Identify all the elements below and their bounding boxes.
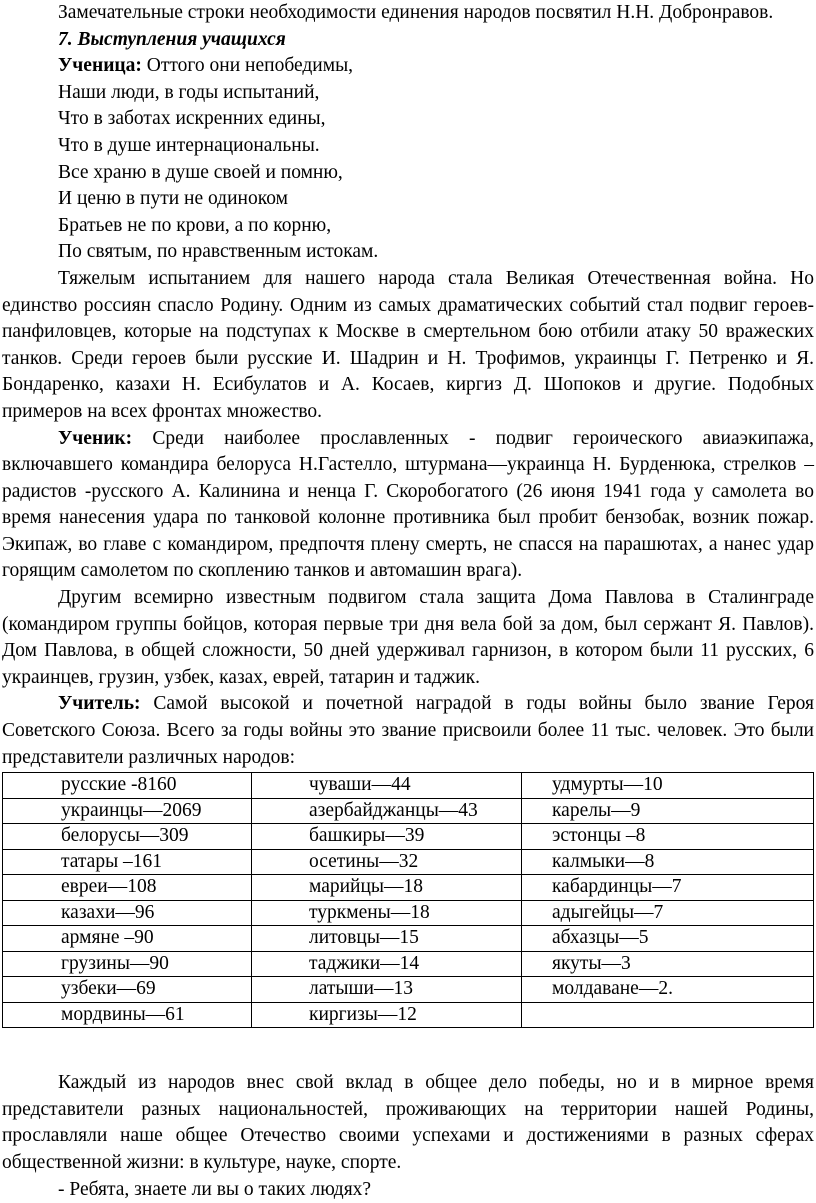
table-row bbox=[3, 926, 814, 952]
table-cell: латыши—13 bbox=[252, 977, 522, 1003]
table-cell: евреи—108 bbox=[3, 875, 252, 901]
table-cell: молдаване—2. bbox=[522, 977, 814, 1003]
question-line: - Ребята, знаете ли вы о таких людях? bbox=[58, 1178, 372, 1200]
table-cell: таджики—14 bbox=[252, 951, 522, 977]
poem-block bbox=[2, 53, 814, 266]
teacher-text: Самой высокой и почетной наградой в годы войны было звание Героя Советского Союза. Всего за годы войны это звание присвоили более 11 тыс. человек. Это были представители различных народов: bbox=[2, 693, 815, 768]
war-paragraph: Тяжелым испытанием для нашего народа стала Великая Отечественная война. Но единство россиян спасло Родину. Одним из самых драматических событий стал подвиг героев- панфиловцев, которые на подступах к Москве в смертельном бою отбили атаку 50 вражеских танков. Среди героев были русские И. Шадрин и Н. Трофимов, украинцы Г. Петренко и Я. Бондаренко, казахи Н. Есибулатов и А. Косаев, киргиз Д. Шопоков и другие. Подобных примеров на всех фронтах множество. bbox=[2, 267, 814, 422]
table-cell: марийцы—18 bbox=[252, 875, 522, 901]
speaker-label: Учитель: bbox=[58, 693, 141, 715]
table-cell: удмурты—10 bbox=[522, 773, 814, 799]
table-cell: грузины—90 bbox=[3, 951, 252, 977]
table-cell: осетины—32 bbox=[252, 849, 522, 875]
table-row bbox=[3, 798, 814, 824]
table-cell: туркмены—18 bbox=[252, 900, 522, 926]
table-cell: чуваши—44 bbox=[252, 773, 522, 799]
table-cell: калмыки—8 bbox=[522, 849, 814, 875]
table-cell: башкиры—39 bbox=[252, 824, 522, 850]
poem-line: По святым, по нравственным истокам. bbox=[58, 241, 379, 263]
table-row bbox=[3, 824, 814, 850]
table-row bbox=[3, 875, 814, 901]
table-cell: казахи—96 bbox=[3, 900, 252, 926]
heroes-by-nationality-table bbox=[2, 772, 814, 1028]
table-row bbox=[3, 849, 814, 875]
table-row bbox=[3, 977, 814, 1003]
table-cell: эстонцы –8 bbox=[522, 824, 814, 850]
table-cell: адыгейцы—7 bbox=[522, 900, 814, 926]
poem-line: Братьев не по крови, а по корню, bbox=[58, 214, 332, 236]
table-cell: карелы—9 bbox=[522, 798, 814, 824]
poem-line: Что в заботах искренних едины, bbox=[58, 108, 326, 130]
contribution-paragraph: Каждый из народов внес свой вклад в общее дело победы, но и в мирное время представители разных национальностей, проживающих на территории нашей Родины, прославляли наше общее Отечество своими успехами и достижениями в разных сферах общественной жизни: в культуре, науке, спорте. bbox=[2, 1072, 814, 1173]
table-cell: узбеки—69 bbox=[3, 977, 252, 1003]
poem-line: Оттого они непобедимы, bbox=[146, 55, 354, 77]
table-row bbox=[3, 773, 814, 799]
table-cell: татары –161 bbox=[3, 849, 252, 875]
table-row bbox=[3, 1002, 814, 1028]
table-cell: азербайджанцы—43 bbox=[252, 798, 522, 824]
speaker-label: Ученик: bbox=[58, 427, 133, 449]
table-cell: якуты—3 bbox=[522, 951, 814, 977]
table-row bbox=[3, 900, 814, 926]
spacer bbox=[2, 1028, 814, 1070]
teacher-paragraph bbox=[2, 691, 814, 771]
pavlov-paragraph: Другим всемирно известным подвигом стала защита Дома Павлова в Сталинграде (командиром группы бойцов, которая первые три дня вела бой за дом, был сержант Я. Павлов). Дом Павлова, в общей сложности, 50 дней удерживал гарнизон, в котором были 11 русских, 6 украинцев, грузин, узбек, казах, еврей, татарин и таджик. bbox=[2, 587, 814, 688]
table-cell: белорусы—309 bbox=[3, 824, 252, 850]
table-cell: мордвины—61 bbox=[3, 1002, 252, 1028]
student-text: Среди наиболее прославленных - подвиг героического авиаэкипажа, включавшего командира белоруса Н.Гастелло, штурмана—украинца Н. Бурденюка, стрелков – радистов -русского А. Калинина и ненца Г. Скоробогатого (26 июня 1941 года у самолета во время нанесения удара по танковой колонне противника был пробит бензобак, возник пожар. Экипаж, во главе с командиром, предпочтя плену смерть, не спасся на парашютах, а нанес удар горящим самолетом по скоплению танков и автомашин врага). bbox=[2, 427, 815, 582]
table-cell: литовцы—15 bbox=[252, 926, 522, 952]
poem-line: Все храню в душе своей и помню, bbox=[58, 161, 343, 183]
poem-line: Что в душе интернациональны. bbox=[58, 134, 320, 156]
table-cell: украинцы—2069 bbox=[3, 798, 252, 824]
table-cell: русские -8160 bbox=[3, 773, 252, 799]
table-cell: кабардинцы—7 bbox=[522, 875, 814, 901]
poem-first-line bbox=[58, 53, 814, 80]
intro-paragraph: Замечательные строки необходимости единения народов посвятил Н.Н. Добронравов. bbox=[58, 2, 774, 23]
speaker-label: Ученица: bbox=[58, 55, 142, 77]
section-title: 7. Выступления учащихся bbox=[58, 28, 286, 50]
table-cell: армяне –90 bbox=[3, 926, 252, 952]
student-paragraph bbox=[2, 426, 814, 586]
table-row bbox=[3, 951, 814, 977]
poem-line: И ценю в пути не одиноком bbox=[58, 188, 288, 210]
table-cell: абхазцы—5 bbox=[522, 926, 814, 952]
table-cell: киргизы—12 bbox=[252, 1002, 522, 1028]
table-cell bbox=[522, 1002, 814, 1028]
poem-line: Наши люди, в годы испытаний, bbox=[58, 81, 320, 103]
